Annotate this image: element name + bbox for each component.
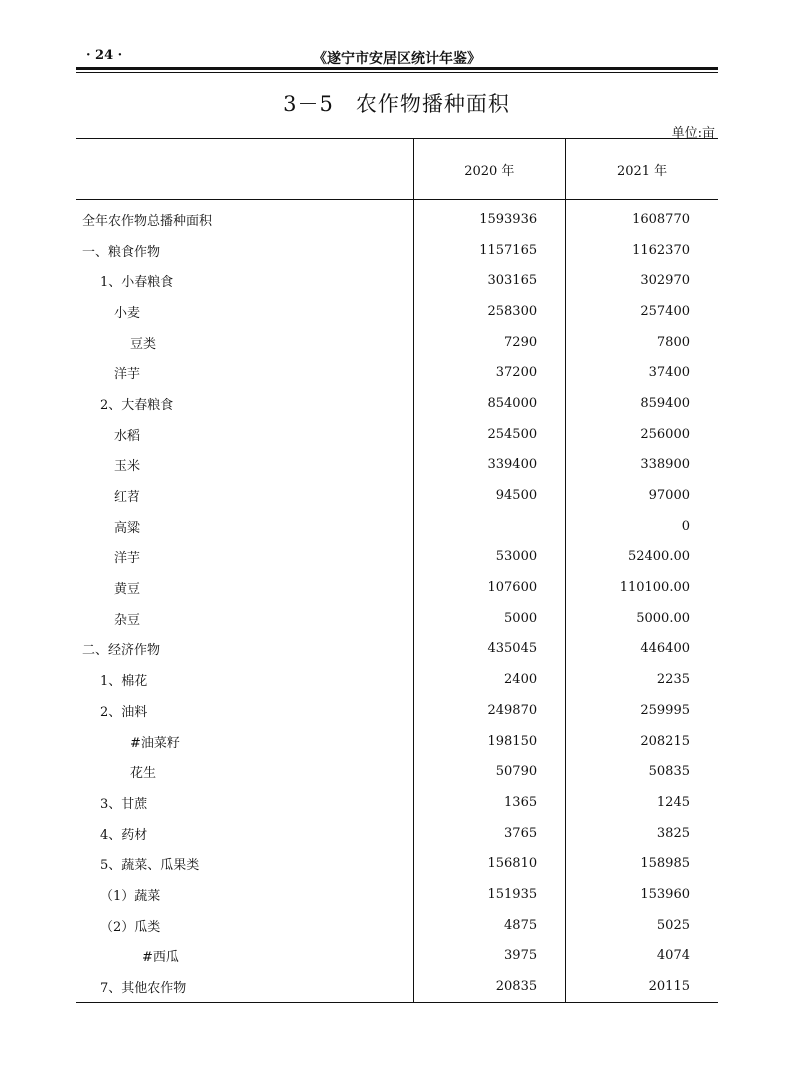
- row-label: [76, 634, 413, 665]
- row-label-text: 洋芋: [114, 551, 141, 567]
- row-label-text: 二、经济作物: [82, 643, 161, 659]
- row-label: [76, 235, 413, 266]
- value-2021: 338900: [566, 450, 718, 481]
- table-row: [76, 603, 718, 634]
- table-row: [76, 634, 718, 665]
- value-2020: 1157165: [413, 235, 566, 266]
- table-row: [76, 756, 718, 787]
- row-label-text: 2、大春粮食: [100, 397, 174, 413]
- row-label-text: 洋芋: [114, 367, 141, 383]
- page-number: · 24 ·: [86, 48, 123, 63]
- value-2020: 37200: [413, 357, 566, 388]
- row-label-text: 4、药材: [100, 827, 148, 843]
- row-label: [76, 910, 413, 941]
- value-2021: 859400: [566, 388, 718, 419]
- row-label-text: 2、油料: [100, 704, 148, 720]
- row-label-text: （2）瓜类: [100, 919, 161, 935]
- value-2021: 50835: [566, 756, 718, 787]
- table-row: [76, 419, 718, 450]
- value-2021: 110100.00: [566, 572, 718, 603]
- value-2021: 256000: [566, 419, 718, 450]
- value-2020: 258300: [413, 296, 566, 327]
- table-row: [76, 910, 718, 941]
- value-2021: 0: [566, 511, 718, 542]
- row-label: [76, 511, 413, 542]
- row-label: [76, 388, 413, 419]
- value-2020: 303165: [413, 265, 566, 296]
- value-2020: 50790: [413, 756, 566, 787]
- value-2020: 2400: [413, 664, 566, 695]
- row-label-text: 5、蔬菜、瓜果类: [100, 858, 200, 874]
- row-label-text: 花生: [130, 766, 157, 782]
- row-label-text: 豆类: [130, 336, 157, 352]
- page-header: [76, 48, 718, 67]
- value-2020: 3765: [413, 818, 566, 849]
- column-header-2021: 2021 年: [566, 139, 718, 200]
- value-2021: 7800: [566, 327, 718, 358]
- value-2020: 107600: [413, 572, 566, 603]
- value-2020: 53000: [413, 542, 566, 573]
- value-2020: 249870: [413, 695, 566, 726]
- value-2020: 20835: [413, 971, 566, 1002]
- crop-area-table: [76, 138, 718, 1003]
- row-label-text: （1）蔬菜: [100, 888, 161, 904]
- value-2020: 1365: [413, 787, 566, 818]
- value-2021: 158985: [566, 848, 718, 879]
- value-2020: 94500: [413, 480, 566, 511]
- value-2021: 302970: [566, 265, 718, 296]
- value-2021: 52400.00: [566, 542, 718, 573]
- column-header-item: [76, 139, 413, 200]
- row-label: [76, 357, 413, 388]
- table-row: [76, 879, 718, 910]
- table-row: [76, 726, 718, 757]
- row-label-text: #西瓜: [142, 950, 179, 966]
- header-rule-thick: [76, 67, 718, 70]
- value-2021: 208215: [566, 726, 718, 757]
- row-label-text: 1、棉花: [100, 674, 148, 690]
- value-2020: 254500: [413, 419, 566, 450]
- row-label: [76, 327, 413, 358]
- header-rule-thin: [76, 72, 718, 73]
- table-row: [76, 572, 718, 603]
- value-2020: 4875: [413, 910, 566, 941]
- value-2021: 257400: [566, 296, 718, 327]
- unit-label: 单位:亩: [671, 126, 715, 141]
- table-row: [76, 818, 718, 849]
- value-2020: 339400: [413, 450, 566, 481]
- value-2021: 37400: [566, 357, 718, 388]
- value-2021: 259995: [566, 695, 718, 726]
- value-2020: 3975: [413, 941, 566, 972]
- row-label: [76, 971, 413, 1002]
- table-row: [76, 480, 718, 511]
- row-label: [76, 726, 413, 757]
- value-2021: 3825: [566, 818, 718, 849]
- value-2021: 4074: [566, 941, 718, 972]
- table-row: [76, 235, 718, 266]
- row-label: [76, 664, 413, 695]
- row-label-text: 7、其他农作物: [100, 981, 187, 997]
- table-row: [76, 265, 718, 296]
- table-row: [76, 511, 718, 542]
- value-2021: 1245: [566, 787, 718, 818]
- row-label: [76, 603, 413, 634]
- row-label: [76, 265, 413, 296]
- table-row: [76, 200, 718, 235]
- value-2021: 1162370: [566, 235, 718, 266]
- table-row: [76, 971, 718, 1002]
- table-row: [76, 327, 718, 358]
- table-body: [76, 200, 718, 1003]
- value-2020: 854000: [413, 388, 566, 419]
- row-label-text: 小麦: [114, 305, 141, 321]
- table-row: [76, 296, 718, 327]
- value-2021: 446400: [566, 634, 718, 665]
- value-2020: 151935: [413, 879, 566, 910]
- row-label: [76, 450, 413, 481]
- row-label-text: 1、小春粮食: [100, 275, 174, 291]
- table-row: [76, 787, 718, 818]
- value-2020: 1593936: [413, 200, 566, 235]
- value-2020: 198150: [413, 726, 566, 757]
- row-label: [76, 419, 413, 450]
- row-label-text: 水稻: [114, 428, 141, 444]
- row-label: [76, 879, 413, 910]
- table-row: [76, 542, 718, 573]
- row-label-text: 杂豆: [114, 612, 141, 628]
- row-label: [76, 572, 413, 603]
- value-2020: 156810: [413, 848, 566, 879]
- value-2021: 2235: [566, 664, 718, 695]
- row-label: [76, 200, 413, 235]
- row-label-text: 红苕: [114, 490, 141, 506]
- table-row: [76, 388, 718, 419]
- table-title: 3－5 农作物播种面积: [283, 92, 510, 116]
- value-2021: 153960: [566, 879, 718, 910]
- table-row: [76, 450, 718, 481]
- row-label: [76, 941, 413, 972]
- value-2021: 5000.00: [566, 603, 718, 634]
- column-header-2020: 2020 年: [413, 139, 566, 200]
- table-row: [76, 695, 718, 726]
- row-label: [76, 480, 413, 511]
- row-label: [76, 848, 413, 879]
- table-row: [76, 357, 718, 388]
- row-label: [76, 756, 413, 787]
- row-label: [76, 787, 413, 818]
- value-2021: 20115: [566, 971, 718, 1002]
- row-label-text: 黄豆: [114, 582, 141, 598]
- value-2021: 5025: [566, 910, 718, 941]
- row-label-text: 全年农作物总播种面积: [82, 213, 213, 229]
- value-2021: 97000: [566, 480, 718, 511]
- row-label: [76, 695, 413, 726]
- row-label: [76, 296, 413, 327]
- value-2020: [413, 511, 566, 542]
- value-2020: 5000: [413, 603, 566, 634]
- book-title: 《遂宁市安居区统计年鉴》: [313, 51, 481, 67]
- row-label: [76, 542, 413, 573]
- row-label-text: #油菜籽: [130, 735, 180, 751]
- row-label-text: 高粱: [114, 520, 141, 536]
- row-label-text: 一、粮食作物: [82, 244, 161, 260]
- value-2021: 1608770: [566, 200, 718, 235]
- table-row: [76, 941, 718, 972]
- row-label: [76, 818, 413, 849]
- table-row: [76, 664, 718, 695]
- row-label-text: 玉米: [114, 459, 141, 475]
- row-label-text: 3、甘蔗: [100, 796, 148, 812]
- value-2020: 7290: [413, 327, 566, 358]
- value-2020: 435045: [413, 634, 566, 665]
- table-row: [76, 848, 718, 879]
- table-header-row: [76, 139, 718, 200]
